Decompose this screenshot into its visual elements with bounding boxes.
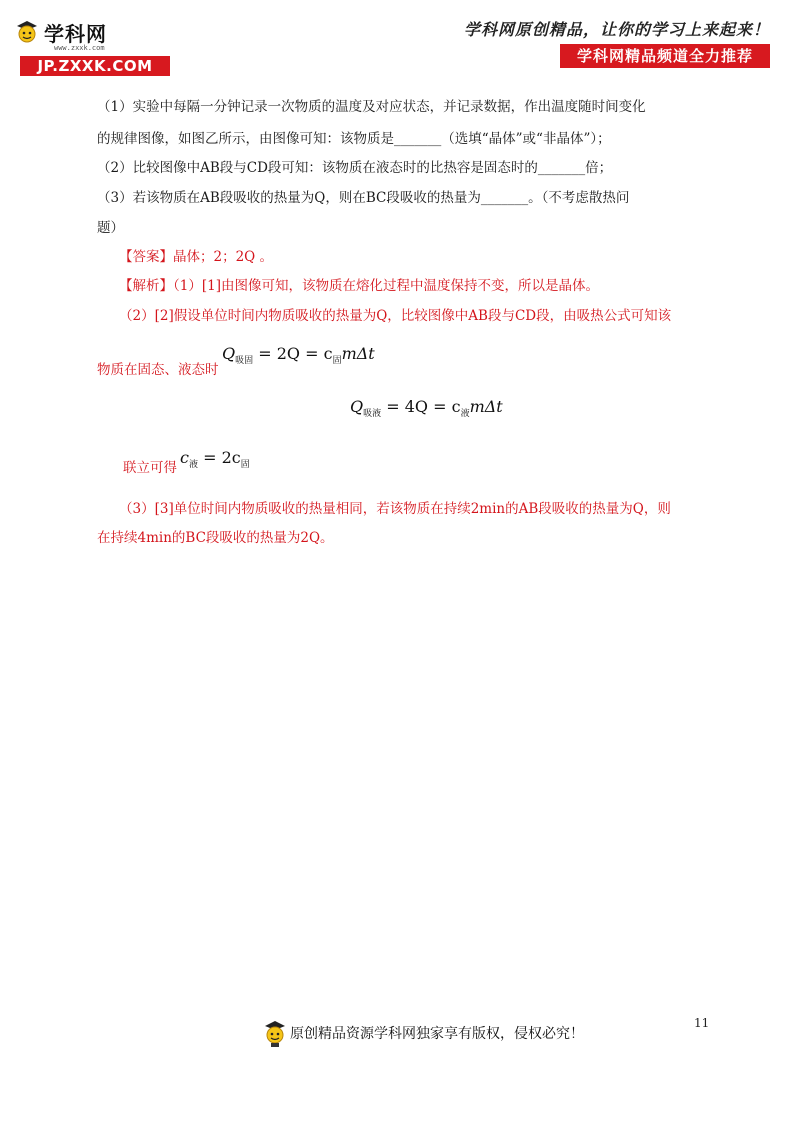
footer-copyright xyxy=(262,1018,584,1048)
formula-solid: $Q_{吸固} = 2Q = c_固m\Delta t$ xyxy=(222,344,375,367)
logo-site-url: www.zxxk.com xyxy=(54,44,105,52)
question-line-2: 的规律图像，如图乙所示，由图像可知：该物质是_______（选填“晶体”或“非晶体”）； xyxy=(97,131,611,147)
site-logo[interactable] xyxy=(14,14,164,74)
question-line-4: （3）若该物质在AB段吸收的热量为Q，则在BC段吸收的热量为_______。（不考虑散热问 xyxy=(97,190,630,206)
analysis-line-1: 【解析】（1）[1]由图像可知，该物质在熔化过程中温度保持不变，所以是晶体。 xyxy=(119,278,599,294)
mascot-icon xyxy=(262,1018,288,1048)
analysis-line-4: 联立可得 xyxy=(123,460,177,476)
question-line-5: 题） xyxy=(97,220,124,236)
question-line-1: （1）实验中每隔一分钟记录一次物质的温度及对应状态，并记录数据，作出温度随时间变化 xyxy=(97,99,646,115)
answer-line: 【答案】晶体；2；2Q 。 xyxy=(119,249,274,265)
logo-domain: JP.ZXXK.COM xyxy=(20,56,170,76)
analysis-line-3: 物质在固态、液态时 xyxy=(97,362,219,378)
header-slogan: 学科网原创精品，让你的学习上来起来！ xyxy=(463,20,770,39)
analysis-line-2: （2）[2]假设单位时间内物质吸收的热量为Q，比较图像中AB段与CD段，由吸热公式可知该 xyxy=(119,308,672,324)
page-number: 11 xyxy=(694,1016,710,1030)
channel-banner: 学科网精品频道全力推荐 xyxy=(560,44,770,68)
analysis-line-5: （3）[3]单位时间内物质吸收的热量相同，若该物质在持续2min的AB段吸收的热量为Q，则 xyxy=(119,501,671,517)
formula-ratio: $c_液 = 2c_固$ xyxy=(180,448,250,471)
analysis-line-6: 在持续4min的BC段吸收的热量为2Q。 xyxy=(97,530,334,546)
mascot-icon xyxy=(14,19,40,45)
question-line-3: （2）比较图像中AB段与CD段可知：该物质在液态时的比热容是固态时的_______倍； xyxy=(97,160,613,176)
logo-name: 学科网 xyxy=(44,21,107,46)
formula-liquid: $Q_{吸液} = 4Q = c_液m\Delta t$ xyxy=(350,397,503,420)
copyright-text: 原创精品资源学科网独家享有版权，侵权必究！ xyxy=(290,1026,584,1042)
